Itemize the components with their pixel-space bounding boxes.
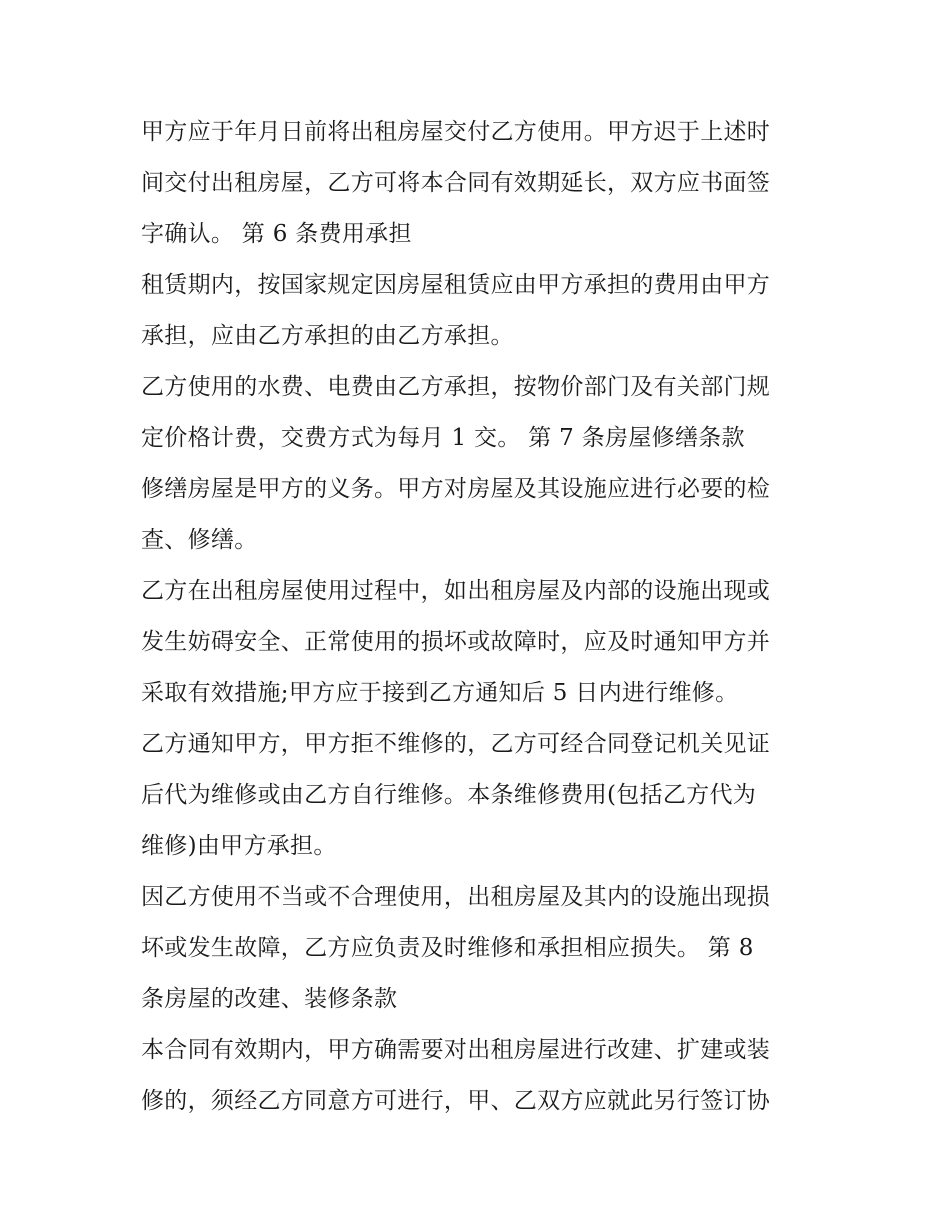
text-line: 本合同有效期内，甲方确需要对出租房屋进行改建、扩建或装	[141, 1037, 771, 1063]
text-line: 条房屋的改建、装修条款	[141, 986, 398, 1012]
text-line: 后代为维修或由乙方自行维修。本条维修费用(包括乙方代为	[141, 782, 757, 808]
text-line: 修缮房屋是甲方的义务。甲方对房屋及其设施应进行必要的检	[141, 476, 771, 502]
text-line: 维修)由甲方承担。	[141, 833, 337, 859]
text-line: 租赁期内，按国家规定因房屋租赁应由甲方承担的费用由甲方	[141, 272, 771, 298]
text-line: 间交付出租房屋，乙方可将本合同有效期延长，双方应书面签	[141, 170, 771, 196]
text-line: 甲方应于年月日前将出租房屋交付乙方使用。甲方迟于上述时	[141, 119, 771, 145]
text-line: 查、修缮。	[141, 527, 258, 553]
text-line: 因乙方使用不当或不合理使用，出租房屋及其内的设施出现损	[141, 884, 771, 910]
text-line: 字确认。 第 6 条费用承担	[141, 221, 412, 247]
text-line: 乙方通知甲方，甲方拒不维修的，乙方可经合同登记机关见证	[141, 731, 771, 757]
text-line: 发生妨碍安全、正常使用的损坏或故障时，应及时通知甲方并	[141, 629, 771, 655]
text-line: 修的，须经乙方同意方可进行，甲、乙双方应就此另行签订协	[141, 1088, 771, 1114]
text-line: 乙方在出租房屋使用过程中，如出租房屋及内部的设施出现或	[141, 578, 771, 604]
text-line: 采取有效措施;甲方应于接到乙方通知后 5 日内进行维修。	[141, 680, 739, 706]
contract-text-body	[141, 107, 821, 1127]
text-line: 定价格计费，交费方式为每月 1 交。 第 7 条房屋修缮条款	[141, 425, 745, 451]
text-line: 乙方使用的水费、电费由乙方承担，按物价部门及有关部门规	[141, 374, 771, 400]
text-line: 坏或发生故障，乙方应负责及时维修和承担相应损失。 第 8	[141, 935, 754, 961]
text-line: 承担，应由乙方承担的由乙方承担。	[141, 323, 514, 349]
